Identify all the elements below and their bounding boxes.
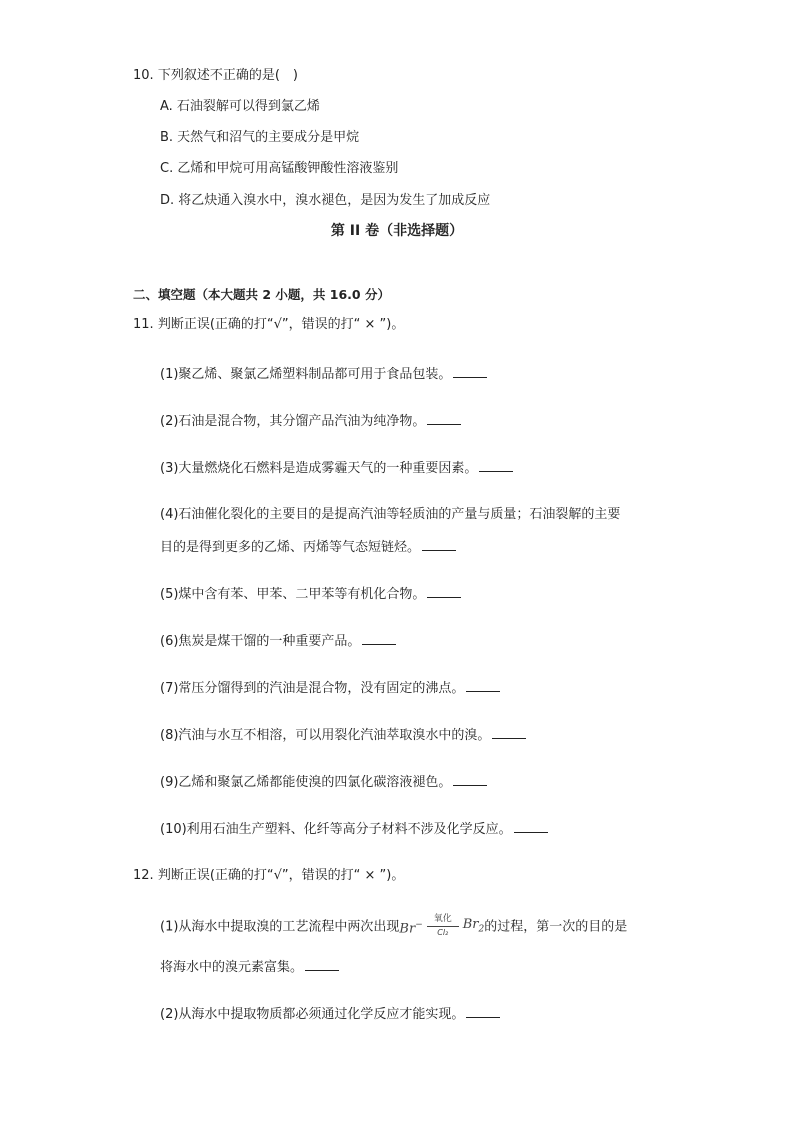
answer-blank[interactable] [453, 365, 487, 378]
q11-item-7-text: (7)常压分馏得到的汽油是混合物，没有固定的沸点。 [160, 681, 465, 696]
q11-item-4-line1: (4)石油催化裂化的主要目的是提高汽油等轻质油的产量与质量；石油裂解的主要 [160, 507, 621, 522]
q11-item-5-text: (5)煤中含有苯、甲苯、二甲苯等有机化合物。 [160, 587, 426, 602]
arrow-line [427, 926, 459, 927]
q11-item-4-line2-text: 目的是得到更多的乙烯、丙烯等气态短链烃。 [160, 540, 421, 555]
arrow-condition-top: 氧化 [433, 914, 452, 924]
bromide-formula [399, 916, 422, 938]
q10-stem [133, 67, 298, 85]
q12-stem [133, 867, 404, 885]
q11-item-5 [160, 585, 461, 604]
q12-item-2-text: (2)从海水中提取物质都必须通过化学反应才能实现。 [160, 1007, 465, 1022]
q11-stem-text: 判断正误(正确的打“√”，错误的打“ × ”)。 [157, 317, 405, 332]
q11-item-7 [160, 679, 500, 698]
q12-item-1-post: 的过程，第一次的目的是 [484, 919, 628, 935]
q11-item-2-text: (2)石油是混合物，其分馏产品汽油为纯净物。 [160, 414, 426, 429]
q11-item-3-text: (3)大量燃烧化石燃料是造成雾霾天气的一种重要因素。 [160, 461, 478, 476]
q11-item-10 [160, 820, 548, 839]
bromide-symbol: Br [399, 921, 416, 937]
q10-option-c: C. 乙烯和甲烷可用高锰酸钾酸性溶液鉴别 [160, 161, 399, 176]
reaction-arrow [425, 914, 461, 940]
bromine-formula [463, 916, 485, 939]
answer-blank[interactable] [422, 538, 456, 551]
q12-item-1-line2-text: 将海水中的溴元素富集。 [160, 960, 304, 975]
arrow-condition-bottom: Cl₂ [437, 928, 449, 937]
q11-item-1 [160, 365, 487, 384]
q11-item-6 [160, 632, 396, 651]
q11-stem [133, 316, 404, 334]
q11-item-8-text: (8)汽油与水互不相溶，可以用裂化汽油萃取溴水中的溴。 [160, 728, 491, 743]
answer-blank[interactable] [466, 1005, 500, 1018]
answer-blank[interactable] [453, 773, 487, 786]
answer-blank[interactable] [427, 412, 461, 425]
answer-blank[interactable] [362, 632, 396, 645]
q10-option-d: D. 将乙炔通入溴水中，溴水褪色，是因为发生了加成反应 [160, 193, 491, 208]
answer-blank[interactable] [466, 679, 500, 692]
q12-item-1-pre: (1)从海水中提取溴的工艺流程中两次出现 [160, 919, 400, 935]
q12-item-1-line2 [160, 958, 339, 977]
q12-item-1-line1 [160, 914, 627, 940]
answer-blank[interactable] [514, 820, 548, 833]
q11-number: 11. [133, 317, 154, 332]
q11-item-9-text: (9)乙烯和聚氯乙烯都能使溴的四氯化碳溶液褪色。 [160, 775, 452, 790]
q11-item-4-line2 [160, 538, 456, 557]
q10-number: 10. [133, 68, 154, 83]
bromide-charge: − [415, 919, 423, 930]
part2-title: 第 II 卷（非选择题） [330, 223, 464, 239]
q11-item-3 [160, 459, 513, 478]
answer-blank[interactable] [479, 459, 513, 472]
q10-option-b: B. 天然气和沼气的主要成分是甲烷 [160, 130, 360, 145]
q11-item-10-text: (10)利用石油生产塑料、化纤等高分子材料不涉及化学反应。 [160, 822, 512, 837]
q12-stem-text: 判断正误(正确的打“√”，错误的打“ × ”)。 [157, 868, 405, 883]
answer-blank[interactable] [305, 958, 339, 971]
q11-item-1-text: (1)聚乙烯、聚氯乙烯塑料制品都可用于食品包装。 [160, 367, 452, 382]
q11-item-2 [160, 412, 461, 431]
bromine-subscript: 2 [478, 924, 485, 935]
q12-item-2 [160, 1005, 500, 1024]
q10-stem-text: 下列叙述不正确的是( ) [157, 68, 298, 83]
answer-blank[interactable] [427, 585, 461, 598]
answer-blank[interactable] [492, 726, 526, 739]
q11-item-9 [160, 773, 487, 792]
section2-header: 二、填空题（本大题共 2 小题，共 16.0 分） [133, 287, 390, 302]
q11-item-6-text: (6)焦炭是煤干馏的一种重要产品。 [160, 634, 361, 649]
q12-number: 12. [133, 868, 154, 883]
bromine-symbol: Br [462, 916, 479, 932]
q10-option-a: A. 石油裂解可以得到氯乙烯 [160, 99, 320, 114]
q11-item-8 [160, 726, 526, 745]
